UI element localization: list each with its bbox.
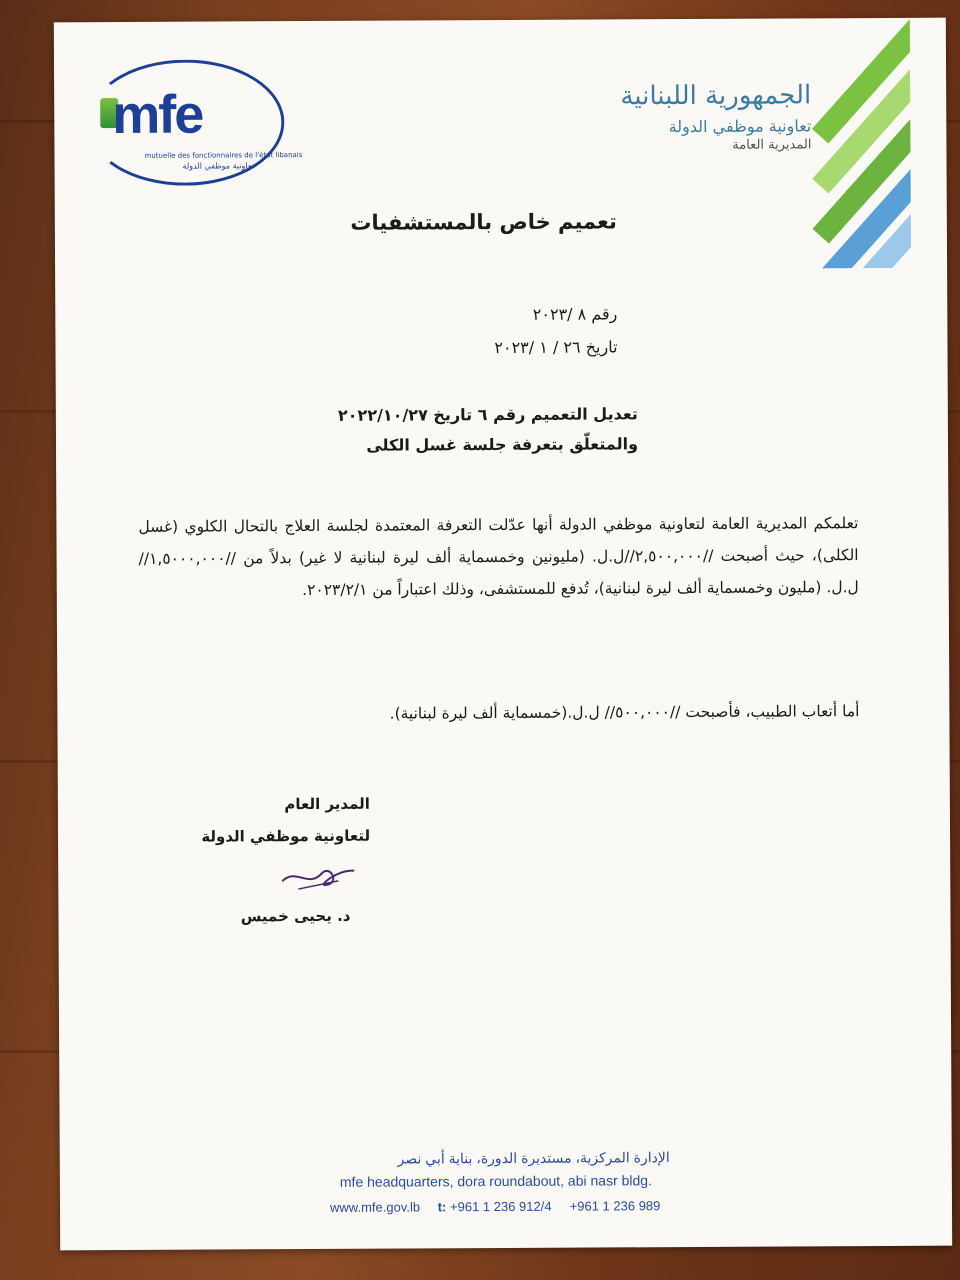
subject-line-2: والمتعلّق بتعرفة جلسة غسل الكلى (366, 434, 639, 455)
logo-wordmark: mfe (112, 84, 203, 146)
footer-phone-2: +961 1 236 989 (569, 1198, 661, 1214)
directorate-heading: المديرية العامة (732, 137, 812, 153)
footer-address-english: mfe headquarters, dora roundabout, abi nasr bldg. (339, 1172, 653, 1190)
letterhead-arabic (620, 80, 811, 153)
footer-phone-1: +961 1 236 912/4 (449, 1198, 552, 1215)
handwritten-signature (278, 859, 358, 899)
republic-heading: الجمهورية اللبنانية (620, 80, 812, 112)
document-date: تاريخ ٢٦ / ١ /٢٠٢٣ (494, 337, 618, 358)
decorative-stripes (800, 18, 911, 269)
logo-french-caption: mutuelle des fonctionnaires de l'état libanais (144, 151, 303, 160)
signatory-name: د. يحيى خميس (240, 906, 351, 926)
footer-address-arabic: الإدارة المركزية، مستديرة الدورة، بناية أبي نصر (397, 1149, 670, 1167)
mfe-logo (86, 51, 303, 192)
footer-contact-line (330, 1198, 670, 1215)
subject-line-1: تعديل التعميم رقم ٦ تاريخ ٢٠٢٢/١٠/٢٧ (337, 404, 638, 425)
footer-tel-label: t: (437, 1199, 447, 1215)
body-paragraph-2: أما أتعاب الطبيب، فأصبحت //٥٠٠,٠٠٠// ل.ل.(خمسماية ألف ليرة لبنانية). (389, 702, 860, 723)
letter-paper (54, 18, 952, 1251)
signatory-org: لتعاونية موظفي الدولة (201, 826, 371, 846)
document-title: تعميم خاص بالمستشفيات (350, 209, 617, 235)
footer-website[interactable]: www.mfe.gov.lb (329, 1199, 421, 1215)
coop-heading: تعاونية موظفي الدولة (668, 116, 812, 137)
body-paragraph-1: تعلمكم المديرية العامة لتعاونية موظفي الدولة أنها عدّلت التعرفة المعتمدة لجلسة العلاج بالتحال الكلوي (غسل الكلى)، حيث أصبحت //٢,٥٠٠,٠٠٠//ل.ل. (مليونين وخمسماية ألف ليرة لبنانية لا غير) بدلاً من //١,٥٠٠٠,٠٠٠//ل.ل. (مليون وخمسماية ألف ليرة لبنانية)، تُدفع للمستشفى، وذلك اعتباراً من ٢٠٢٣/٢/١. (138, 514, 859, 599)
signatory-role: المدير العام (284, 794, 370, 814)
logo-arabic-caption: تعاونية موظفي الدولة (182, 161, 254, 171)
reference-number: رقم ٨ /٢٠٢٣ (532, 304, 618, 324)
letter-footer (330, 1149, 670, 1215)
